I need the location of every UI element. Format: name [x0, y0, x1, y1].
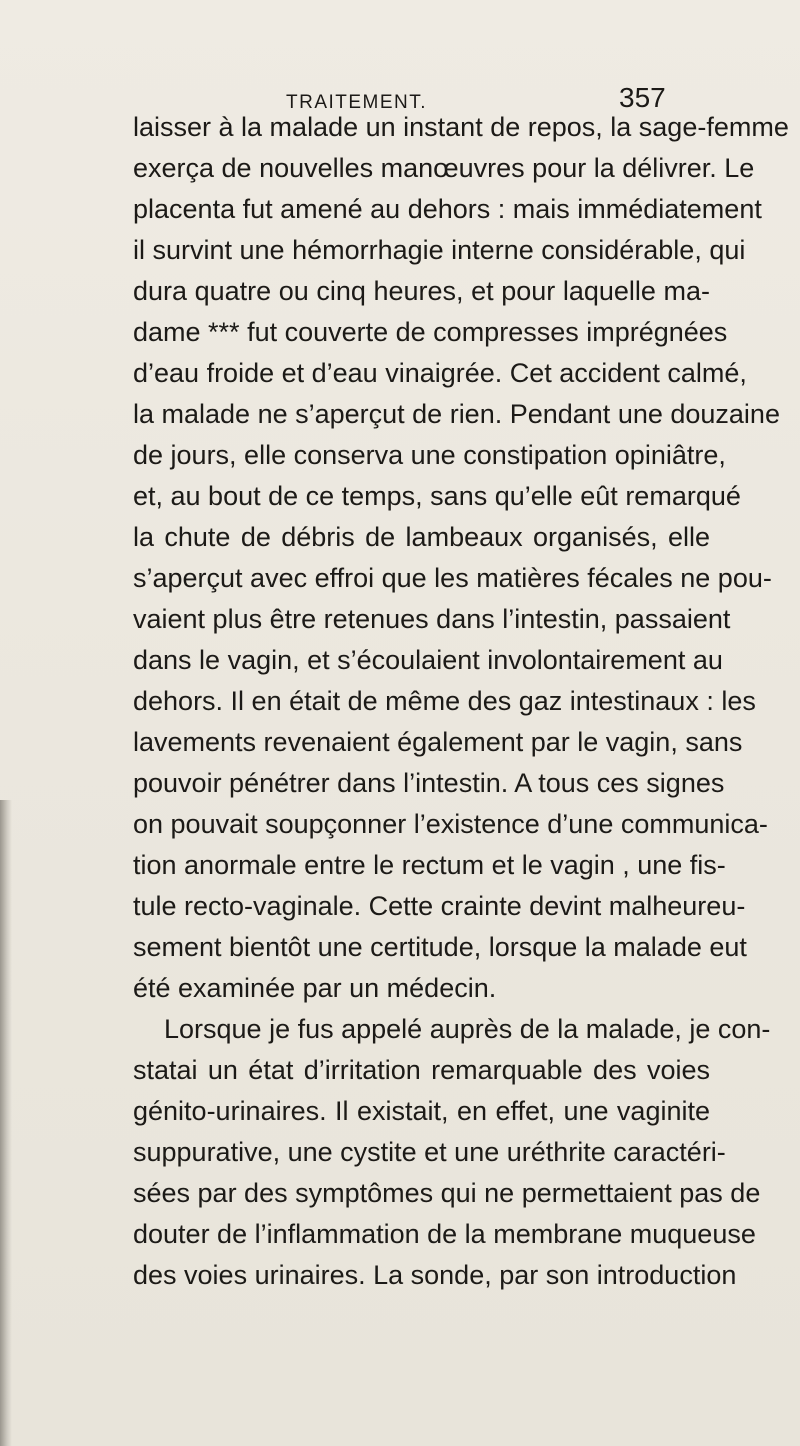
- text-line: été examinée par un médecin.: [133, 973, 497, 1003]
- text-line: dame *** fut couverte de compresses imprégnées: [133, 317, 728, 347]
- text-line: laisser à la malade un instant de repos, la sage-femme: [133, 112, 789, 142]
- text-line: des voies urinaires. La sonde, par son introduction: [133, 1260, 737, 1290]
- text-line: de jours, elle conserva une constipation opiniâtre,: [133, 440, 726, 470]
- text-line: douter de l’inflammation de la membrane muqueuse: [133, 1219, 756, 1249]
- text-line: on pouvait soupçonner l’existence d’une communica-: [133, 809, 768, 839]
- text-line: statai un état d’irritation remarquable des voies: [133, 1055, 710, 1085]
- text-line: vaient plus être retenues dans l’intestin, passaient: [133, 604, 731, 634]
- text-line: sement bientôt une certitude, lorsque la malade eut: [133, 932, 747, 962]
- text-line: la malade ne s’aperçut de rien. Pendant une douzaine: [133, 399, 780, 429]
- text-line: sées par des symptômes qui ne permettaient pas de: [133, 1178, 761, 1208]
- binding-shadow: [0, 800, 12, 1446]
- text-line: placenta fut amené au dehors : mais immédiatement: [133, 194, 762, 224]
- text-line: la chute de débris de lambeaux organisés, elle: [133, 522, 710, 552]
- text-line: exerça de nouvelles manœuvres pour la délivrer. Le: [133, 153, 755, 183]
- text-line: dura quatre ou cinq heures, et pour laquelle ma-: [133, 276, 710, 306]
- text-line: lavements revenaient également par le vagin, sans: [133, 727, 743, 757]
- text-line: il survint une hémorrhagie interne considérable, qui: [133, 235, 746, 265]
- text-line: dans le vagin, et s’écoulaient involontairement au: [133, 645, 723, 675]
- text-line: s’aperçut avec effroi que les matières fécales ne pou-: [133, 563, 772, 593]
- text-line: et, au bout de ce temps, sans qu’elle eût remarqué: [133, 481, 741, 511]
- text-line: suppurative, une cystite et une uréthrite caractéri-: [133, 1137, 726, 1167]
- text-line: tion anormale entre le rectum et le vagin , une fis-: [133, 850, 726, 880]
- paragraph-start-line: Lorsque je fus appelé auprès de la malade, je con-: [164, 1014, 771, 1044]
- text-line: pouvoir pénétrer dans l’intestin. A tous ces signes: [133, 768, 725, 798]
- running-title: TRAITEMENT.: [286, 92, 428, 113]
- text-line: tule recto-vaginale. Cette crainte devint malheureu-: [133, 891, 746, 921]
- page-number: 357: [619, 82, 666, 113]
- body-text: [133, 107, 789, 1296]
- text-line: génito-urinaires. Il existait, en effet, une vaginite: [133, 1096, 710, 1126]
- text-line: d’eau froide et d’eau vinaigrée. Cet accident calmé,: [133, 358, 747, 388]
- text-line: dehors. Il en était de même des gaz intestinaux : les: [133, 686, 756, 716]
